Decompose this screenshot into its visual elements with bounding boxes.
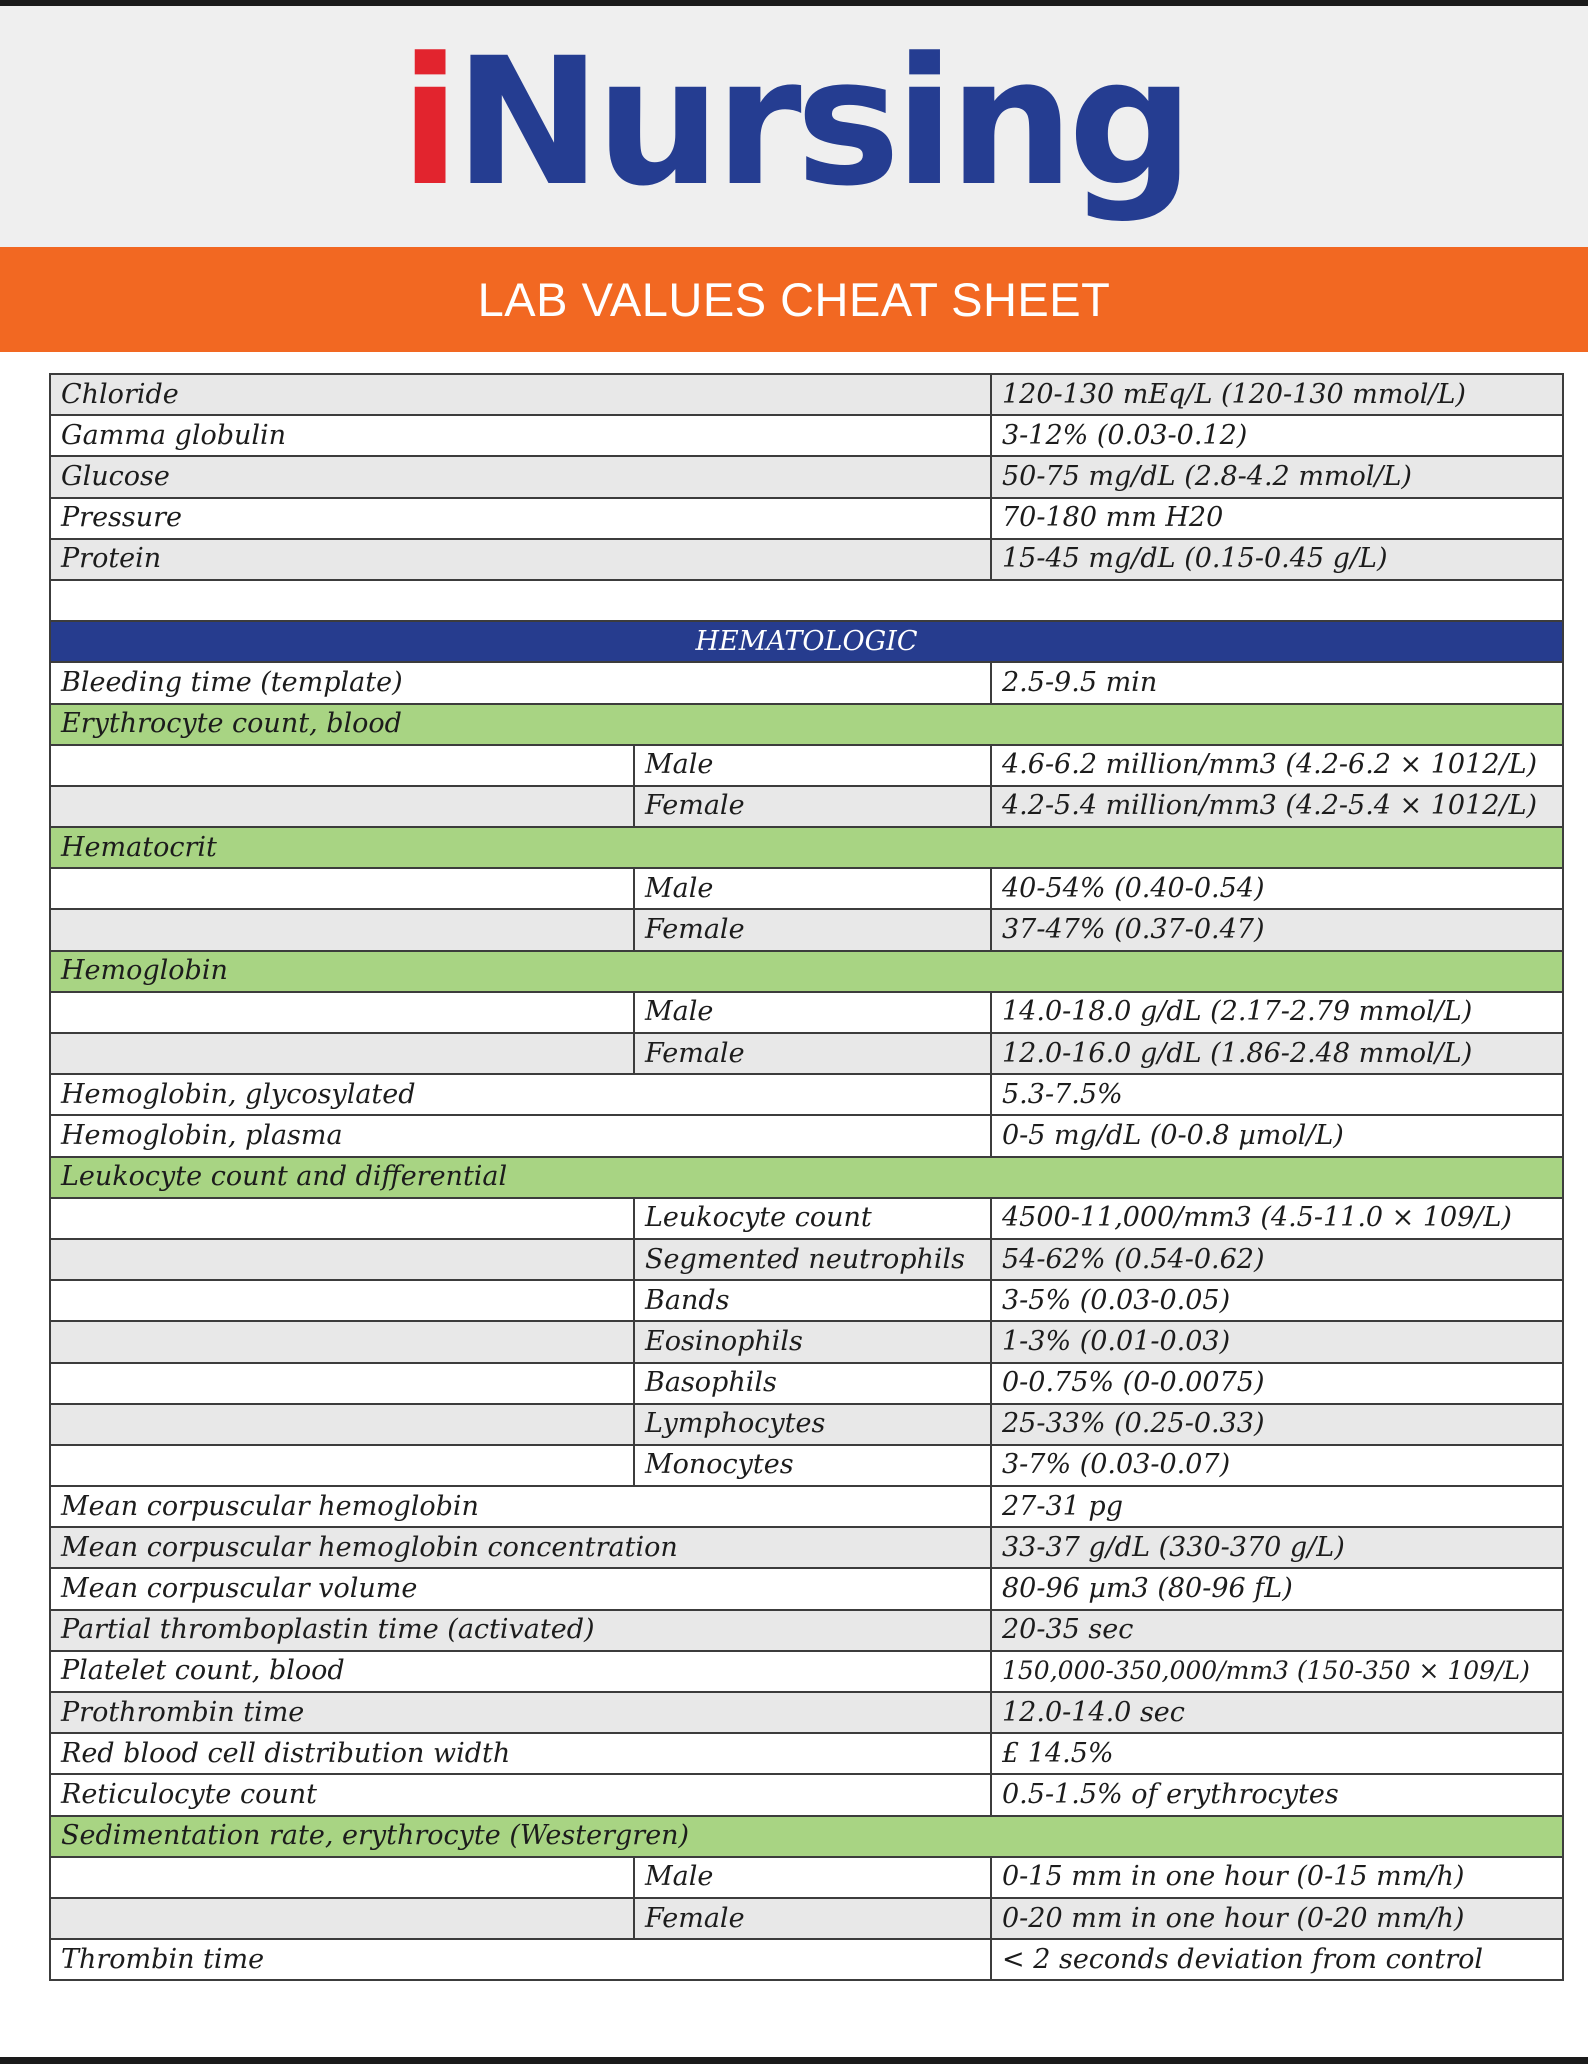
table-row — [50, 539, 1563, 580]
section-header-row — [50, 621, 1563, 662]
table-row — [50, 909, 1563, 950]
lab-subcategory: Bands — [634, 1280, 991, 1321]
lab-value: 80-96 µm3 (80-96 fL) — [991, 1568, 1563, 1609]
group-header-row — [50, 1816, 1563, 1857]
lab-subcategory: Female — [634, 1033, 991, 1074]
lab-value: 70-180 mm H20 — [991, 498, 1563, 539]
table-row — [50, 1939, 1563, 1980]
lab-name: Mean corpuscular hemoglobin — [50, 1486, 991, 1527]
lab-name: Mean corpuscular hemoglobin concentration — [50, 1527, 991, 1568]
section-title: HEMATOLOGIC — [50, 621, 1563, 662]
empty-cell — [50, 909, 634, 950]
lab-value: 2.5-9.5 min — [991, 662, 1563, 703]
lab-value: 150,000-350,000/mm3 (150-350 × 109/L) — [991, 1651, 1563, 1692]
lab-name: Gamma globulin — [50, 415, 991, 456]
group-title: Sedimentation rate, erythrocyte (Westergren) — [50, 1816, 1563, 1857]
table-row — [50, 1651, 1563, 1692]
spacer-cell — [50, 580, 1563, 621]
table-row — [50, 1280, 1563, 1321]
table-row — [50, 786, 1563, 827]
lab-subcategory: Monocytes — [634, 1445, 991, 1486]
lab-name: Hemoglobin, glycosylated — [50, 1074, 991, 1115]
lab-value: 37-47% (0.37-0.47) — [991, 909, 1563, 950]
table-row — [50, 1857, 1563, 1898]
empty-cell — [50, 1445, 634, 1486]
empty-cell — [50, 1239, 634, 1280]
lab-value: 12.0-14.0 sec — [991, 1692, 1563, 1733]
table-row — [50, 662, 1563, 703]
table-row — [50, 1898, 1563, 1939]
group-title: Hemoglobin — [50, 951, 1563, 992]
table-row — [50, 498, 1563, 539]
lab-value: 0.5-1.5% of erythrocytes — [991, 1774, 1563, 1815]
lab-subcategory: Male — [634, 992, 991, 1033]
lab-name: Glucose — [50, 456, 991, 497]
lab-name: Protein — [50, 539, 991, 580]
lab-name: Partial thromboplastin time (activated) — [50, 1610, 991, 1651]
lab-value: 0-5 mg/dL (0-0.8 µmol/L) — [991, 1115, 1563, 1156]
lab-subcategory: Male — [634, 868, 991, 909]
table-row — [50, 1610, 1563, 1651]
group-title: Erythrocyte count, blood — [50, 704, 1563, 745]
lab-subcategory: Male — [634, 1857, 991, 1898]
lab-value: 4.2-5.4 million/mm3 (4.2-5.4 × 1012/L) — [991, 786, 1563, 827]
table-row — [50, 1527, 1563, 1568]
lab-value: £ 14.5% — [991, 1733, 1563, 1774]
lab-subcategory: Basophils — [634, 1363, 991, 1404]
group-title: Leukocyte count and differential — [50, 1157, 1563, 1198]
table-row — [50, 1445, 1563, 1486]
table-row — [50, 1404, 1563, 1445]
table-row — [50, 374, 1563, 415]
lab-value: 120-130 mEq/L (120-130 mmol/L) — [991, 374, 1563, 415]
lab-value: 4.6-6.2 million/mm3 (4.2-6.2 × 1012/L) — [991, 745, 1563, 786]
table-row — [50, 1321, 1563, 1362]
group-header-row — [50, 951, 1563, 992]
table-row — [50, 415, 1563, 456]
lab-value: 3-5% (0.03-0.05) — [991, 1280, 1563, 1321]
lab-subcategory: Female — [634, 786, 991, 827]
lab-value: 14.0-18.0 g/dL (2.17-2.79 mmol/L) — [991, 992, 1563, 1033]
table-row — [50, 1033, 1563, 1074]
cheat-sheet-page — [0, 6, 1588, 2057]
empty-cell — [50, 1198, 634, 1239]
table-row — [50, 1733, 1563, 1774]
spacer-row — [50, 580, 1563, 621]
lab-name: Hemoglobin, plasma — [50, 1115, 991, 1156]
lab-value: 0-0.75% (0-0.0075) — [991, 1363, 1563, 1404]
empty-cell — [50, 868, 634, 909]
table-row — [50, 1198, 1563, 1239]
empty-cell — [50, 786, 634, 827]
lab-subcategory: Lymphocytes — [634, 1404, 991, 1445]
lab-subcategory: Female — [634, 1898, 991, 1939]
empty-cell — [50, 1857, 634, 1898]
table-row — [50, 1115, 1563, 1156]
lab-name: Thrombin time — [50, 1939, 991, 1980]
lab-value: 4500-11,000/mm3 (4.5-11.0 × 109/L) — [991, 1198, 1563, 1239]
table-row — [50, 1363, 1563, 1404]
logo-letter-i: i — [399, 20, 455, 225]
lab-name: Reticulocyte count — [50, 1774, 991, 1815]
lab-value: 15-45 mg/dL (0.15-0.45 g/L) — [991, 539, 1563, 580]
lab-name: Platelet count, blood — [50, 1651, 991, 1692]
lab-value: 3-12% (0.03-0.12) — [991, 415, 1563, 456]
empty-cell — [50, 1280, 634, 1321]
table-row — [50, 745, 1563, 786]
lab-value: 3-7% (0.03-0.07) — [991, 1445, 1563, 1486]
empty-cell — [50, 1033, 634, 1074]
group-header-row — [50, 827, 1563, 868]
inursing-logo — [0, 20, 1588, 225]
table-row — [50, 1074, 1563, 1115]
group-title: Hematocrit — [50, 827, 1563, 868]
table-row — [50, 1568, 1563, 1609]
lab-value: 1-3% (0.01-0.03) — [991, 1321, 1563, 1362]
empty-cell — [50, 1363, 634, 1404]
empty-cell — [50, 992, 634, 1033]
table-row — [50, 868, 1563, 909]
lab-value: 20-35 sec — [991, 1610, 1563, 1651]
lab-subcategory: Female — [634, 909, 991, 950]
table-row — [50, 1692, 1563, 1733]
lab-name: Bleeding time (template) — [50, 662, 991, 703]
lab-name: Chloride — [50, 374, 991, 415]
lab-value: 33-37 g/dL (330-370 g/L) — [991, 1527, 1563, 1568]
lab-value: < 2 seconds deviation from control — [991, 1939, 1563, 1980]
lab-value: 25-33% (0.25-0.33) — [991, 1404, 1563, 1445]
table-row — [50, 1239, 1563, 1280]
logo-word: Nursing — [454, 20, 1189, 225]
lab-subcategory: Eosinophils — [634, 1321, 991, 1362]
lab-name: Mean corpuscular volume — [50, 1568, 991, 1609]
lab-value: 0-15 mm in one hour (0-15 mm/h) — [991, 1857, 1563, 1898]
empty-cell — [50, 1404, 634, 1445]
group-header-row — [50, 704, 1563, 745]
lab-value: 54-62% (0.54-0.62) — [991, 1239, 1563, 1280]
lab-value: 27-31 pg — [991, 1486, 1563, 1527]
lab-value: 0-20 mm in one hour (0-20 mm/h) — [991, 1898, 1563, 1939]
lab-values-table — [49, 373, 1564, 1981]
table-row — [50, 456, 1563, 497]
page-title-banner: LAB VALUES CHEAT SHEET — [0, 247, 1588, 352]
empty-cell — [50, 1898, 634, 1939]
empty-cell — [50, 745, 634, 786]
lab-value: 5.3-7.5% — [991, 1074, 1563, 1115]
lab-name: Red blood cell distribution width — [50, 1733, 991, 1774]
header — [0, 6, 1588, 247]
lab-name: Pressure — [50, 498, 991, 539]
group-header-row — [50, 1157, 1563, 1198]
lab-value: 50-75 mg/dL (2.8-4.2 mmol/L) — [991, 456, 1563, 497]
lab-subcategory: Male — [634, 745, 991, 786]
lab-name: Prothrombin time — [50, 1692, 991, 1733]
lab-subcategory: Leukocyte count — [634, 1198, 991, 1239]
table-row — [50, 1486, 1563, 1527]
table-row — [50, 992, 1563, 1033]
table-row — [50, 1774, 1563, 1815]
lab-value: 40-54% (0.40-0.54) — [991, 868, 1563, 909]
lab-subcategory: Segmented neutrophils — [634, 1239, 991, 1280]
lab-value: 12.0-16.0 g/dL (1.86-2.48 mmol/L) — [991, 1033, 1563, 1074]
empty-cell — [50, 1321, 634, 1362]
